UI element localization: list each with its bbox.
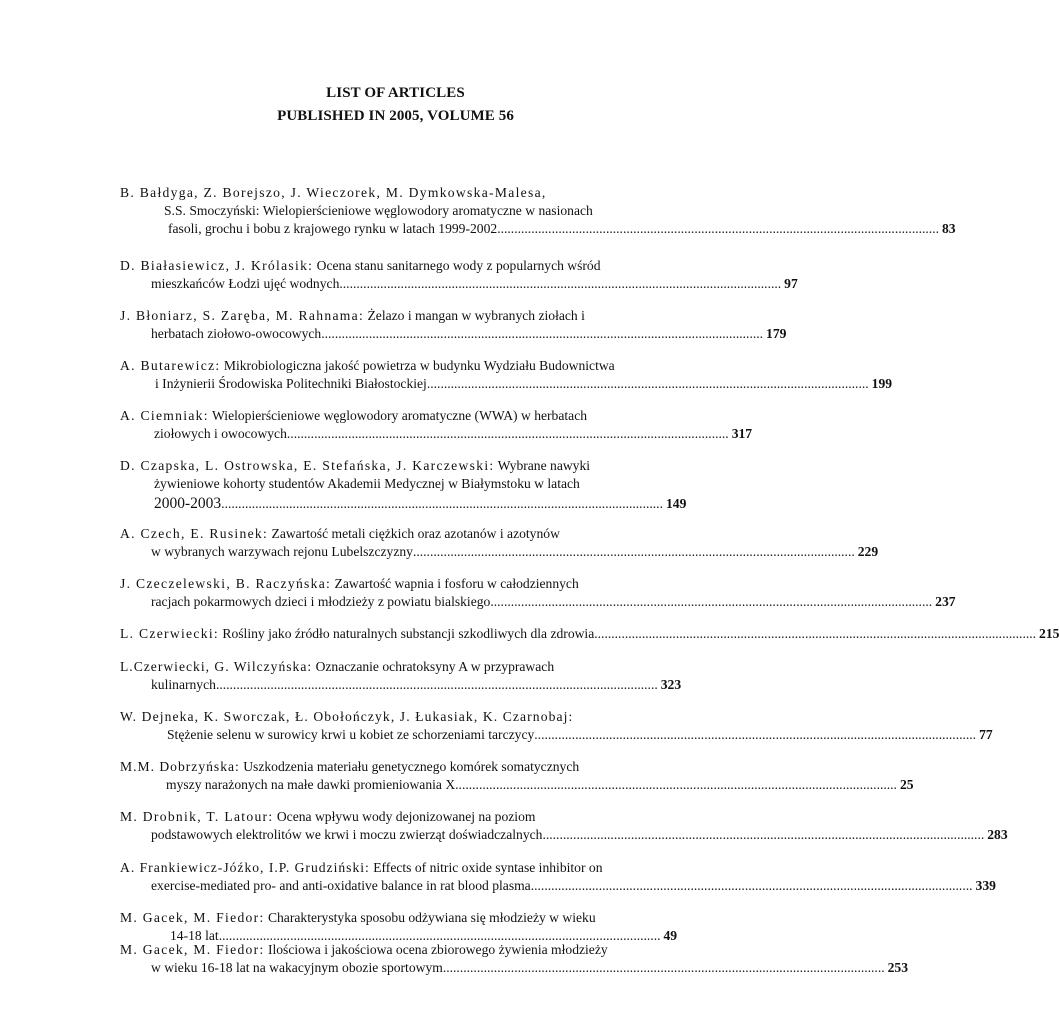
page-number: 339	[975, 878, 996, 893]
article-authors: A. Czech, E. Rusinek:	[120, 526, 269, 541]
article-title-start: Uszkodzenia materiału genetycznego komórek somatycznych	[239, 759, 580, 774]
article-authors: M.M. Dobrzyńska:	[120, 759, 240, 774]
article-last-line	[120, 826, 1008, 844]
article-title-end: w wybranych warzywach rejonu Lubelszczyzny	[151, 544, 413, 559]
article-entry	[120, 184, 956, 238]
article-entry	[120, 525, 879, 561]
article-last-line	[120, 676, 682, 694]
article-title-start: Rośliny jako źródło naturalnych substancji szkodliwych dla zdrowia	[218, 626, 595, 641]
article-last-line	[120, 959, 909, 977]
article-authors: A. Butarewicz:	[120, 358, 221, 373]
leader-dots: ..................................................................................................................................	[412, 544, 855, 559]
article-authors: A. Ciemniak:	[120, 408, 209, 423]
article-title-start: Zawartość wapnia i fosforu w całodziennych	[331, 576, 579, 591]
article-entry	[120, 808, 1008, 844]
page-number: 149	[665, 496, 687, 511]
page-number: 49	[663, 928, 678, 943]
article-authors: D. Białasiewicz, J. Królasik:	[120, 258, 314, 273]
article-title-end: w wieku 16-18 lat na wakacyjnym obozie sportowym	[151, 960, 443, 975]
leader-dots: ..................................................................................................................................	[534, 727, 977, 742]
article-title-start: Wybrane nawyki	[494, 458, 591, 473]
article-last-line	[120, 325, 787, 343]
article-entry	[120, 357, 893, 393]
article-title-end: podstawowych elektrolitów we krwi i moczu zwierząt doświadczalnych	[151, 827, 543, 842]
leader-dots: ..................................................................................................................................	[497, 221, 939, 236]
article-title-end: exercise-mediated pro- and anti-oxidative balance in rat blood plasma	[151, 878, 531, 893]
article-last-line	[120, 625, 1059, 643]
page-number: 179	[766, 326, 787, 341]
page-number: 253	[887, 960, 909, 975]
page-number: 25	[899, 777, 914, 792]
article-authors: M. Gacek, M. Fiedor:	[120, 942, 265, 957]
article-entry	[120, 859, 996, 895]
article-title-line: S.S. Smoczyński: Wielopierścieniowe węglowodory aromatyczne w nasionach	[164, 203, 593, 218]
article-entry	[120, 909, 678, 945]
page-number: 83	[942, 221, 956, 236]
article-title-start: Ocena wpływu wody dejonizowanej na poziom	[273, 809, 536, 824]
leader-dots: ..................................................................................................................................	[594, 626, 1037, 641]
article-title-start: Charakterystyka sposobu odżywiana się młodzieży w wieku	[264, 910, 596, 925]
article-title-end: i Inżynierii Środowiska Politechniki Białostockiej	[155, 376, 427, 391]
article-last-line	[120, 220, 956, 238]
article-authors: B. Bałdyga, Z. Borejszo, J. Wieczorek, M. Dymkowska-Malesa,	[120, 185, 547, 200]
article-last-line	[120, 275, 798, 293]
article-last-line	[120, 877, 996, 895]
page-number: 77	[979, 727, 993, 742]
article-authors: L.Czerwiecki, G. Wilczyńska:	[120, 659, 313, 674]
leader-dots: ..................................................................................................................................	[218, 928, 661, 943]
leader-dots: ..................................................................................................................................	[339, 276, 782, 291]
article-title-end: 14-18 lat	[170, 928, 219, 943]
leader-dots: ..................................................................................................................................	[215, 677, 658, 692]
article-title-start: Żelazo i mangan w wybranych ziołach i	[364, 308, 585, 323]
article-entry	[120, 758, 914, 794]
article-title-start: Ilościowa i jakościowa ocena zbiorowego żywienia młodzieży	[264, 942, 608, 957]
article-authors: D. Czapska, L. Ostrowska, E. Stefańska, J. Karczewski:	[120, 458, 495, 473]
article-authors: J. Czeczelewski, B. Raczyńska:	[120, 576, 332, 591]
article-entry	[120, 941, 909, 977]
article-entry	[120, 457, 687, 515]
page-title: LIST OF ARTICLES	[326, 85, 465, 101]
article-authors: M. Drobnik, T. Latour:	[120, 809, 274, 824]
page-number: 323	[660, 677, 682, 692]
article-title-end: kulinarnych	[151, 677, 216, 692]
leader-dots: ..................................................................................................................................	[426, 376, 869, 391]
article-last-line	[120, 493, 687, 515]
article-entry	[120, 575, 956, 611]
article-title-start: Zawartość metali ciężkich oraz azotanów i azotynów	[268, 526, 560, 541]
article-last-line	[120, 593, 956, 611]
article-entry	[120, 407, 753, 443]
article-last-line	[120, 776, 914, 794]
article-authors: J. Błoniarz, S. Zaręba, M. Rahnama:	[120, 308, 365, 323]
article-last-line	[120, 726, 993, 744]
article-last-line	[120, 375, 893, 393]
article-title-end: ziołowych i owocowych	[154, 426, 287, 441]
page-number: 283	[987, 827, 1008, 842]
leader-dots: ..................................................................................................................................	[455, 777, 897, 792]
article-authors: A. Frankiewicz-Jóźko, I.P. Grudziński:	[120, 860, 370, 875]
article-title-end: fasoli, grochu i bobu z krajowego rynku w latach 1999-2002	[168, 221, 498, 236]
article-title-start: Oznaczanie ochratoksyny A w przyprawach	[312, 659, 555, 674]
leader-dots: ..................................................................................................................................	[286, 426, 729, 441]
article-title-start: Effects of nitric oxide syntase inhibitor on	[369, 860, 603, 875]
article-title-end: Stężenie selenu w surowicy krwi u kobiet ze schorzeniami tarczycy	[167, 727, 535, 742]
article-authors: W. Dejneka, K. Sworczak, Ł. Obołończyk, J. Łukasiak, K. Czarnobaj:	[120, 709, 574, 724]
article-title-end: mieszkańców Łodzi ujęć wodnych	[151, 276, 340, 291]
leader-dots: ..................................................................................................................................	[542, 827, 985, 842]
leader-dots: ..................................................................................................................................	[321, 326, 764, 341]
article-title-end: myszy narażonych na małe dawki promieniowania X	[166, 777, 456, 792]
article-entry	[120, 658, 682, 694]
article-title-start: Mikrobiologiczna jakość powietrza w budynku Wydziału Budownictwa	[220, 358, 615, 373]
article-entry	[120, 625, 1059, 643]
leader-dots: ..................................................................................................................................	[442, 960, 885, 975]
article-entry	[120, 708, 993, 744]
article-authors: M. Gacek, M. Fiedor:	[120, 910, 265, 925]
article-last-line	[120, 425, 753, 443]
article-last-line	[120, 543, 879, 561]
page-number: 317	[731, 426, 753, 441]
page-header	[0, 82, 791, 128]
article-title-end: herbatach ziołowo-owocowych	[151, 326, 322, 341]
leader-dots: ..................................................................................................................................	[221, 496, 663, 511]
page-number: 97	[784, 276, 798, 291]
article-entry	[120, 307, 787, 343]
page-number: 199	[871, 376, 893, 391]
article-title-end: 2000-2003	[154, 495, 222, 512]
article-title-line: żywieniowe kohorty studentów Akademii Medycznej w Białymstoku w latach	[154, 476, 580, 491]
leader-dots: ..................................................................................................................................	[490, 594, 933, 609]
leader-dots: ..................................................................................................................................	[530, 878, 973, 893]
article-title-start: Wielopierścieniowe węglowodory aromatyczne (WWA) w herbatach	[208, 408, 588, 423]
page-number: 229	[857, 544, 879, 559]
article-entry	[120, 257, 798, 293]
article-authors: L. Czerwiecki:	[120, 626, 219, 641]
page-number: 215	[1039, 626, 1059, 641]
article-title-end: racjach pokarmowych dzieci i młodzieży z powiatu bialskiego	[151, 594, 491, 609]
page-subtitle: PUBLISHED IN 2005, VOLUME 56	[277, 108, 514, 124]
page-number: 237	[935, 594, 956, 609]
article-title-start: Ocena stanu sanitarnego wody z popularnych wśród	[313, 258, 601, 273]
